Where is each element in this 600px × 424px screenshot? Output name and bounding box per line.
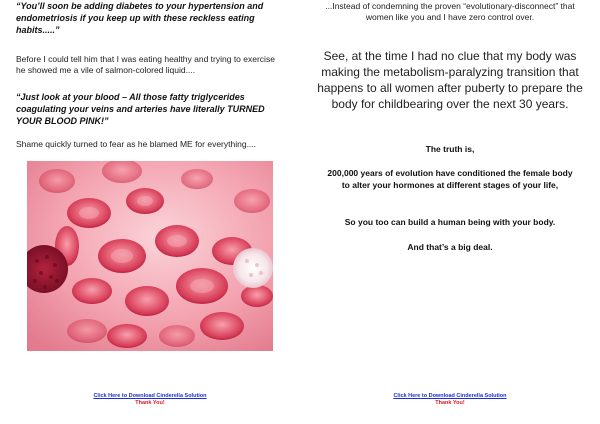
download-footer-right bbox=[300, 393, 600, 407]
download-link[interactable]: Click Here to Download Cinderella Solution bbox=[93, 393, 207, 399]
truth-heading: The truth is, bbox=[425, 144, 475, 154]
paragraph-shame-fear: Shame quickly turned to fear as he blamed ME for everything.... bbox=[16, 139, 257, 149]
download-link[interactable]: Click Here to Download Cinderella Solution bbox=[393, 393, 507, 399]
thank-you-text: Thank You! bbox=[435, 400, 465, 406]
blood-cells-image bbox=[27, 161, 273, 351]
blood-cells-illustration bbox=[27, 161, 273, 351]
quote-pink-blood: “Just look at your blood – All those fatty triglycerides coagulating your veins and arteries have literally TURNED YOUR BLOOD PINK!” bbox=[16, 92, 265, 126]
quote-diabetes: “You’ll soon be adding diabetes to your hypertension and endometriosis if you keep up with these reckless eating habits.....” bbox=[16, 1, 264, 35]
paragraph-salmon-liquid: Before I could tell him that I was eating healthy and trying to exercise he showed me a vile of salmon-colored liquid.... bbox=[16, 54, 275, 75]
big-deal-statement: And that’s a big deal. bbox=[407, 242, 493, 252]
download-footer-left bbox=[0, 393, 300, 407]
metabolism-transition-text: See, at the time I had no clue that my body was making the metabolism-paralyzing transition that happens to all women after puberty to prepare the body for childbearing over the next 30 years. bbox=[317, 49, 583, 111]
thank-you-text: Thank You! bbox=[135, 400, 165, 406]
intro-evolutionary-disconnect: ...Instead of condemning the proven “evolutionary-disconnect” that women like you and I have zero control over. bbox=[325, 1, 575, 22]
right-page bbox=[300, 0, 600, 424]
evolution-statement: 200,000 years of evolution have conditioned the female body to alter your hormones at different stages of your life, bbox=[327, 168, 573, 190]
build-human-statement: So you too can build a human being with your body. bbox=[344, 217, 556, 227]
